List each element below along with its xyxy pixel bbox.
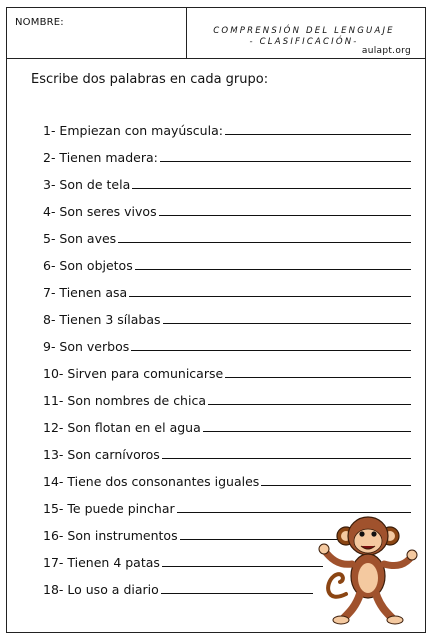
answer-line[interactable] bbox=[135, 269, 411, 270]
item-label: 17- Tienen 4 patas bbox=[43, 555, 160, 570]
item-label: 1- Empiezan con mayúscula: bbox=[43, 123, 223, 138]
item-12 bbox=[43, 417, 411, 435]
item-7 bbox=[43, 282, 411, 300]
monkey-icon bbox=[316, 514, 420, 626]
item-label: 4- Son seres vivos bbox=[43, 204, 157, 219]
item-5 bbox=[43, 228, 411, 246]
answer-line[interactable] bbox=[159, 215, 411, 216]
answer-line[interactable] bbox=[162, 566, 323, 567]
item-label: 9- Son verbos bbox=[43, 339, 130, 354]
item-17 bbox=[43, 552, 323, 570]
item-label: 16- Son instrumentos bbox=[43, 528, 178, 543]
item-label: 6- Son objetos bbox=[43, 258, 133, 273]
item-10 bbox=[43, 363, 411, 381]
site-label: aulapt.org bbox=[361, 46, 411, 56]
answer-line[interactable] bbox=[162, 458, 411, 459]
item-label: 13- Son carnívoros bbox=[43, 447, 160, 462]
item-label: 18- Lo uso a diario bbox=[43, 582, 159, 597]
item-1 bbox=[43, 120, 411, 138]
answer-line[interactable] bbox=[161, 593, 313, 594]
answer-line[interactable] bbox=[118, 242, 411, 243]
item-label: 15- Te puede pinchar bbox=[43, 501, 175, 516]
item-9 bbox=[43, 336, 411, 354]
item-label: 7- Tienen asa bbox=[43, 285, 128, 300]
name-box bbox=[7, 8, 187, 58]
answer-line[interactable] bbox=[160, 161, 411, 162]
item-label: 11- Son nombres de chica bbox=[43, 393, 206, 408]
answer-line[interactable] bbox=[225, 134, 411, 135]
item-18 bbox=[43, 579, 313, 597]
item-label: 2- Tienen madera: bbox=[43, 150, 158, 165]
header bbox=[7, 8, 425, 59]
item-13 bbox=[43, 444, 411, 462]
answer-line[interactable] bbox=[177, 512, 411, 513]
item-label: 8- Tienen 3 sílabas bbox=[43, 312, 161, 327]
item-8 bbox=[43, 309, 411, 327]
subject-title bbox=[193, 26, 415, 48]
answer-line[interactable] bbox=[129, 296, 411, 297]
answer-line[interactable] bbox=[208, 404, 411, 405]
answer-line[interactable] bbox=[131, 350, 411, 351]
answer-line[interactable] bbox=[261, 485, 411, 486]
subject-line-1: COMPRENSIÓN DEL LENGUAJE bbox=[213, 26, 395, 36]
instruction: Escribe dos palabras en cada grupo: bbox=[31, 72, 269, 87]
item-label: 3- Son de tela bbox=[43, 177, 131, 192]
item-label: 12- Son flotan en el agua bbox=[43, 420, 201, 435]
item-4 bbox=[43, 201, 411, 219]
subject-line-2: - CLASIFICACIÓN- bbox=[249, 37, 359, 47]
item-2 bbox=[43, 147, 411, 165]
name-label: NOMBRE: bbox=[15, 17, 64, 28]
item-label: 10- Sirven para comunicarse bbox=[43, 366, 224, 381]
item-3 bbox=[43, 174, 411, 192]
answer-line[interactable] bbox=[163, 323, 411, 324]
item-14 bbox=[43, 471, 411, 489]
item-6 bbox=[43, 255, 411, 273]
answer-line[interactable] bbox=[203, 431, 411, 432]
answer-line[interactable] bbox=[225, 377, 411, 378]
item-label: 14- Tiene dos consonantes iguales bbox=[43, 474, 260, 489]
item-11 bbox=[43, 390, 411, 408]
item-label: 5- Son aves bbox=[43, 231, 117, 246]
answer-line[interactable] bbox=[132, 188, 411, 189]
